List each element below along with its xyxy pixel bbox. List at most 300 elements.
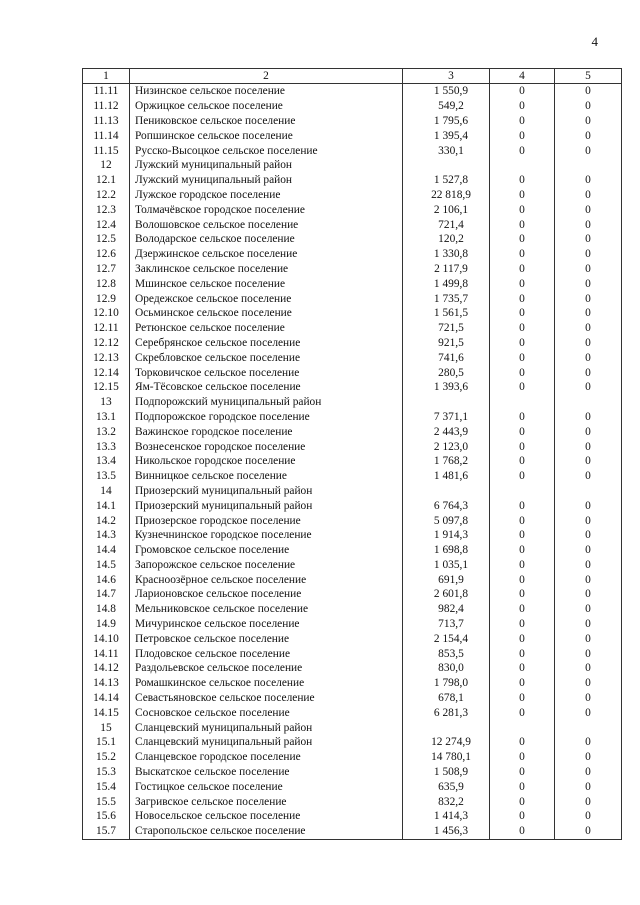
column-5-value: 0 — [555, 750, 622, 765]
table-row — [83, 498, 622, 513]
table-row — [83, 454, 622, 469]
column-5-value: 0 — [555, 602, 622, 617]
amount-value: 741,6 — [403, 350, 490, 365]
municipality-name: Серебрянское сельское поселение — [130, 336, 403, 351]
amount-value: 721,5 — [403, 321, 490, 336]
amount-value: 678,1 — [403, 691, 490, 706]
municipality-name: Новосельское сельское поселение — [130, 809, 403, 824]
municipality-name: Ям-Тёсовское сельское поселение — [130, 380, 403, 395]
table-row — [83, 128, 622, 143]
column-4-value: 0 — [490, 824, 555, 839]
row-number: 13.1 — [83, 410, 130, 425]
column-5-value — [555, 720, 622, 735]
amount-value: 1 395,4 — [403, 128, 490, 143]
column-4-value: 0 — [490, 676, 555, 691]
column-header: 2 — [130, 69, 403, 84]
column-5-value: 0 — [555, 439, 622, 454]
municipality-name: Гостицкое сельское поселение — [130, 779, 403, 794]
column-4-value: 0 — [490, 646, 555, 661]
table-row — [83, 395, 622, 410]
municipality-name: Сланцевский муниципальный район — [130, 735, 403, 750]
row-number: 15 — [83, 720, 130, 735]
municipality-name: Оржицкое сельское поселение — [130, 99, 403, 114]
municipality-name: Подпорожский муниципальный район — [130, 395, 403, 410]
row-number: 12.15 — [83, 380, 130, 395]
column-4-value: 0 — [490, 794, 555, 809]
column-5-value: 0 — [555, 676, 622, 691]
column-5-value: 0 — [555, 202, 622, 217]
municipality-name: Пениковское сельское поселение — [130, 114, 403, 129]
column-4-value: 0 — [490, 572, 555, 587]
column-5-value: 0 — [555, 631, 622, 646]
row-number: 15.4 — [83, 779, 130, 794]
municipality-name: Раздольевское сельское поселение — [130, 661, 403, 676]
row-number: 15.7 — [83, 824, 130, 839]
table-row — [83, 202, 622, 217]
column-5-value: 0 — [555, 321, 622, 336]
row-number: 12.5 — [83, 232, 130, 247]
column-4-value: 0 — [490, 809, 555, 824]
amount-value: 14 780,1 — [403, 750, 490, 765]
row-number: 12.6 — [83, 247, 130, 262]
amount-value: 853,5 — [403, 646, 490, 661]
municipality-name: Выскатское сельское поселение — [130, 765, 403, 780]
table-row — [83, 380, 622, 395]
column-4-value: 0 — [490, 380, 555, 395]
row-number: 13.5 — [83, 469, 130, 484]
column-4-value — [490, 484, 555, 499]
row-number: 12.3 — [83, 202, 130, 217]
table-row — [83, 794, 622, 809]
municipality-name: Сосновское сельское поселение — [130, 705, 403, 720]
row-number: 12.7 — [83, 262, 130, 277]
table-body — [83, 69, 622, 840]
row-number: 15.2 — [83, 750, 130, 765]
column-5-value: 0 — [555, 572, 622, 587]
table-row — [83, 84, 622, 99]
column-5-value: 0 — [555, 350, 622, 365]
municipality-name: Мшинское сельское поселение — [130, 276, 403, 291]
column-5-value: 0 — [555, 661, 622, 676]
column-4-value: 0 — [490, 232, 555, 247]
municipality-name: Лужский муниципальный район — [130, 158, 403, 173]
row-number: 14 — [83, 484, 130, 499]
column-5-value: 0 — [555, 424, 622, 439]
amount-value: 120,2 — [403, 232, 490, 247]
municipality-name: Осьминское сельское поселение — [130, 306, 403, 321]
column-5-value: 0 — [555, 528, 622, 543]
municipality-name: Лужское городское поселение — [130, 188, 403, 203]
table-row — [83, 676, 622, 691]
municipality-name: Мичуринское сельское поселение — [130, 617, 403, 632]
row-number: 12.14 — [83, 365, 130, 380]
column-4-value: 0 — [490, 587, 555, 602]
table-row — [83, 217, 622, 232]
table-row — [83, 114, 622, 129]
municipality-name: Володарское сельское поселение — [130, 232, 403, 247]
amount-value: 2 443,9 — [403, 424, 490, 439]
column-5-value — [555, 484, 622, 499]
amount-value: 1 499,8 — [403, 276, 490, 291]
amount-value: 1 527,8 — [403, 173, 490, 188]
table-header-row — [83, 69, 622, 84]
column-4-value — [490, 720, 555, 735]
row-number: 15.3 — [83, 765, 130, 780]
row-number: 15.5 — [83, 794, 130, 809]
table-row — [83, 809, 622, 824]
column-4-value: 0 — [490, 617, 555, 632]
column-4-value: 0 — [490, 306, 555, 321]
table-row — [83, 543, 622, 558]
row-number: 14.6 — [83, 572, 130, 587]
column-5-value: 0 — [555, 735, 622, 750]
amount-value: 1 035,1 — [403, 558, 490, 573]
row-number: 11.13 — [83, 114, 130, 129]
amount-value: 832,2 — [403, 794, 490, 809]
amount-value: 830,0 — [403, 661, 490, 676]
column-5-value: 0 — [555, 380, 622, 395]
row-number: 12 — [83, 158, 130, 173]
column-4-value: 0 — [490, 765, 555, 780]
table-row — [83, 587, 622, 602]
column-5-value: 0 — [555, 217, 622, 232]
municipality-name: Сланцевское городское поселение — [130, 750, 403, 765]
table-row — [83, 321, 622, 336]
table-row — [83, 410, 622, 425]
column-4-value: 0 — [490, 365, 555, 380]
row-number: 12.1 — [83, 173, 130, 188]
column-4-value: 0 — [490, 114, 555, 129]
row-number: 14.12 — [83, 661, 130, 676]
table-row — [83, 276, 622, 291]
municipality-name: Приозерский муниципальный район — [130, 484, 403, 499]
amount-value: 2 106,1 — [403, 202, 490, 217]
table-row — [83, 173, 622, 188]
amount-value — [403, 395, 490, 410]
table-row — [83, 779, 622, 794]
column-4-value: 0 — [490, 143, 555, 158]
amount-value: 982,4 — [403, 602, 490, 617]
table-row — [83, 617, 622, 632]
table-row — [83, 350, 622, 365]
municipality-name: Скребловское сельское поселение — [130, 350, 403, 365]
municipality-name: Ларионовское сельское поселение — [130, 587, 403, 602]
column-4-value: 0 — [490, 543, 555, 558]
amount-value: 2 601,8 — [403, 587, 490, 602]
municipality-name: Волошовское сельское поселение — [130, 217, 403, 232]
row-number: 14.7 — [83, 587, 130, 602]
municipality-name: Дзержинское сельское поселение — [130, 247, 403, 262]
amount-value — [403, 720, 490, 735]
table-row — [83, 646, 622, 661]
page-number: 4 — [591, 34, 598, 49]
column-4-value: 0 — [490, 84, 555, 99]
row-number: 14.9 — [83, 617, 130, 632]
row-number: 14.13 — [83, 676, 130, 691]
table-row — [83, 735, 622, 750]
municipality-name: Сланцевский муниципальный район — [130, 720, 403, 735]
column-5-value: 0 — [555, 809, 622, 824]
table-row — [83, 99, 622, 114]
table-row — [83, 158, 622, 173]
column-5-value: 0 — [555, 513, 622, 528]
row-number: 15.6 — [83, 809, 130, 824]
row-number: 15.1 — [83, 735, 130, 750]
municipality-name: Толмачёвское городское поселение — [130, 202, 403, 217]
row-number: 13.2 — [83, 424, 130, 439]
amount-value — [403, 484, 490, 499]
amount-value: 1 914,3 — [403, 528, 490, 543]
row-number: 12.11 — [83, 321, 130, 336]
column-4-value: 0 — [490, 602, 555, 617]
column-5-value: 0 — [555, 558, 622, 573]
column-5-value: 0 — [555, 247, 622, 262]
column-5-value: 0 — [555, 114, 622, 129]
row-number: 12.8 — [83, 276, 130, 291]
amount-value — [403, 158, 490, 173]
table-row — [83, 262, 622, 277]
column-5-value: 0 — [555, 765, 622, 780]
amount-value: 1 768,2 — [403, 454, 490, 469]
amount-value: 1 508,9 — [403, 765, 490, 780]
row-number: 14.15 — [83, 705, 130, 720]
column-5-value: 0 — [555, 779, 622, 794]
table-row — [83, 439, 622, 454]
table-row — [83, 513, 622, 528]
municipality-name: Ромашкинское сельское поселение — [130, 676, 403, 691]
municipality-name: Севастьяновское сельское поселение — [130, 691, 403, 706]
column-header: 5 — [555, 69, 622, 84]
table-row — [83, 661, 622, 676]
municipality-name: Заклинское сельское поселение — [130, 262, 403, 277]
row-number: 12.4 — [83, 217, 130, 232]
table-row — [83, 750, 622, 765]
amount-value: 1 735,7 — [403, 291, 490, 306]
table-row — [83, 336, 622, 351]
table-row — [83, 824, 622, 839]
column-4-value: 0 — [490, 173, 555, 188]
municipality-name: Подпорожское городское поселение — [130, 410, 403, 425]
row-number: 14.14 — [83, 691, 130, 706]
amount-value: 2 123,0 — [403, 439, 490, 454]
column-4-value: 0 — [490, 750, 555, 765]
column-4-value: 0 — [490, 350, 555, 365]
column-5-value: 0 — [555, 454, 622, 469]
column-5-value: 0 — [555, 794, 622, 809]
municipality-name: Ропшинское сельское поселение — [130, 128, 403, 143]
column-4-value — [490, 158, 555, 173]
amount-value: 1 550,9 — [403, 84, 490, 99]
amount-value: 691,9 — [403, 572, 490, 587]
amount-value: 1 798,0 — [403, 676, 490, 691]
column-5-value: 0 — [555, 84, 622, 99]
column-5-value: 0 — [555, 188, 622, 203]
municipality-name: Запорожское сельское поселение — [130, 558, 403, 573]
amount-value: 2 117,9 — [403, 262, 490, 277]
column-4-value: 0 — [490, 336, 555, 351]
column-4-value: 0 — [490, 691, 555, 706]
amount-value: 1 698,8 — [403, 543, 490, 558]
row-number: 12.13 — [83, 350, 130, 365]
row-number: 14.1 — [83, 498, 130, 513]
amount-value: 5 097,8 — [403, 513, 490, 528]
row-number: 14.3 — [83, 528, 130, 543]
row-number: 12.9 — [83, 291, 130, 306]
column-4-value: 0 — [490, 469, 555, 484]
column-5-value: 0 — [555, 291, 622, 306]
amount-value: 721,4 — [403, 217, 490, 232]
column-5-value: 0 — [555, 336, 622, 351]
table-row — [83, 558, 622, 573]
row-number: 14.4 — [83, 543, 130, 558]
municipality-name: Русско-Высоцкое сельское поселение — [130, 143, 403, 158]
row-number: 14.10 — [83, 631, 130, 646]
amount-value: 1 795,6 — [403, 114, 490, 129]
row-number: 13 — [83, 395, 130, 410]
table-row — [83, 424, 622, 439]
amount-value: 549,2 — [403, 99, 490, 114]
row-number: 14.5 — [83, 558, 130, 573]
table-row — [83, 572, 622, 587]
table-row — [83, 232, 622, 247]
column-4-value: 0 — [490, 498, 555, 513]
amount-value: 6 764,3 — [403, 498, 490, 513]
municipality-name: Громовское сельское поселение — [130, 543, 403, 558]
amount-value: 6 281,3 — [403, 705, 490, 720]
municipality-name: Низинское сельское поселение — [130, 84, 403, 99]
column-5-value: 0 — [555, 691, 622, 706]
column-4-value: 0 — [490, 276, 555, 291]
row-number: 12.10 — [83, 306, 130, 321]
row-number: 12.2 — [83, 188, 130, 203]
allocation-table — [82, 68, 622, 840]
amount-value: 1 330,8 — [403, 247, 490, 262]
column-5-value: 0 — [555, 705, 622, 720]
municipality-name: Кузнечнинское городское поселение — [130, 528, 403, 543]
municipality-name: Красноозёрное сельское поселение — [130, 572, 403, 587]
column-4-value: 0 — [490, 558, 555, 573]
column-5-value: 0 — [555, 617, 622, 632]
municipality-name: Загривское сельское поселение — [130, 794, 403, 809]
table-row — [83, 602, 622, 617]
amount-value: 1 456,3 — [403, 824, 490, 839]
column-4-value: 0 — [490, 188, 555, 203]
column-4-value: 0 — [490, 439, 555, 454]
column-4-value — [490, 395, 555, 410]
column-4-value: 0 — [490, 779, 555, 794]
column-4-value: 0 — [490, 217, 555, 232]
column-5-value: 0 — [555, 469, 622, 484]
column-4-value: 0 — [490, 410, 555, 425]
column-5-value: 0 — [555, 99, 622, 114]
table-row — [83, 247, 622, 262]
table-row — [83, 188, 622, 203]
row-number: 13.4 — [83, 454, 130, 469]
table-row — [83, 291, 622, 306]
row-number: 11.14 — [83, 128, 130, 143]
column-4-value: 0 — [490, 528, 555, 543]
column-4-value: 0 — [490, 291, 555, 306]
column-4-value: 0 — [490, 202, 555, 217]
column-5-value: 0 — [555, 276, 622, 291]
amount-value: 280,5 — [403, 365, 490, 380]
amount-value: 12 274,9 — [403, 735, 490, 750]
column-5-value: 0 — [555, 232, 622, 247]
column-header: 1 — [83, 69, 130, 84]
amount-value: 1 414,3 — [403, 809, 490, 824]
amount-value: 1 561,5 — [403, 306, 490, 321]
table-row — [83, 528, 622, 543]
column-4-value: 0 — [490, 735, 555, 750]
municipality-name: Торковичское сельское поселение — [130, 365, 403, 380]
table-row — [83, 484, 622, 499]
municipality-name: Петровское сельское поселение — [130, 631, 403, 646]
table-row — [83, 720, 622, 735]
amount-value: 921,5 — [403, 336, 490, 351]
column-4-value: 0 — [490, 454, 555, 469]
row-number: 11.11 — [83, 84, 130, 99]
row-number: 11.12 — [83, 99, 130, 114]
row-number: 14.11 — [83, 646, 130, 661]
table-row — [83, 143, 622, 158]
column-5-value: 0 — [555, 262, 622, 277]
amount-value: 1 481,6 — [403, 469, 490, 484]
column-4-value: 0 — [490, 424, 555, 439]
column-5-value: 0 — [555, 143, 622, 158]
table-row — [83, 765, 622, 780]
column-4-value: 0 — [490, 99, 555, 114]
municipality-name: Приозерский муниципальный район — [130, 498, 403, 513]
row-number: 14.8 — [83, 602, 130, 617]
column-5-value — [555, 158, 622, 173]
column-header: 3 — [403, 69, 490, 84]
column-5-value: 0 — [555, 128, 622, 143]
amount-value: 1 393,6 — [403, 380, 490, 395]
column-5-value: 0 — [555, 410, 622, 425]
table-row — [83, 705, 622, 720]
column-5-value: 0 — [555, 587, 622, 602]
column-4-value: 0 — [490, 262, 555, 277]
column-5-value: 0 — [555, 365, 622, 380]
table-row — [83, 691, 622, 706]
table-row — [83, 469, 622, 484]
amount-value: 2 154,4 — [403, 631, 490, 646]
amount-value: 22 818,9 — [403, 188, 490, 203]
row-number: 13.3 — [83, 439, 130, 454]
column-5-value: 0 — [555, 306, 622, 321]
row-number: 14.2 — [83, 513, 130, 528]
column-5-value: 0 — [555, 173, 622, 188]
municipality-name: Винницкое сельское поселение — [130, 469, 403, 484]
column-4-value: 0 — [490, 631, 555, 646]
column-5-value: 0 — [555, 543, 622, 558]
amount-value: 330,1 — [403, 143, 490, 158]
municipality-name: Приозерское городское поселение — [130, 513, 403, 528]
municipality-name: Плодовское сельское поселение — [130, 646, 403, 661]
column-4-value: 0 — [490, 128, 555, 143]
municipality-name: Мельниковское сельское поселение — [130, 602, 403, 617]
municipality-name: Вознесенское городское поселение — [130, 439, 403, 454]
column-4-value: 0 — [490, 705, 555, 720]
amount-value: 713,7 — [403, 617, 490, 632]
table-row — [83, 631, 622, 646]
column-4-value: 0 — [490, 321, 555, 336]
municipality-name: Никольское городское поселение — [130, 454, 403, 469]
municipality-name: Лужский муниципальный район — [130, 173, 403, 188]
amount-value: 635,9 — [403, 779, 490, 794]
column-4-value: 0 — [490, 247, 555, 262]
column-5-value: 0 — [555, 646, 622, 661]
